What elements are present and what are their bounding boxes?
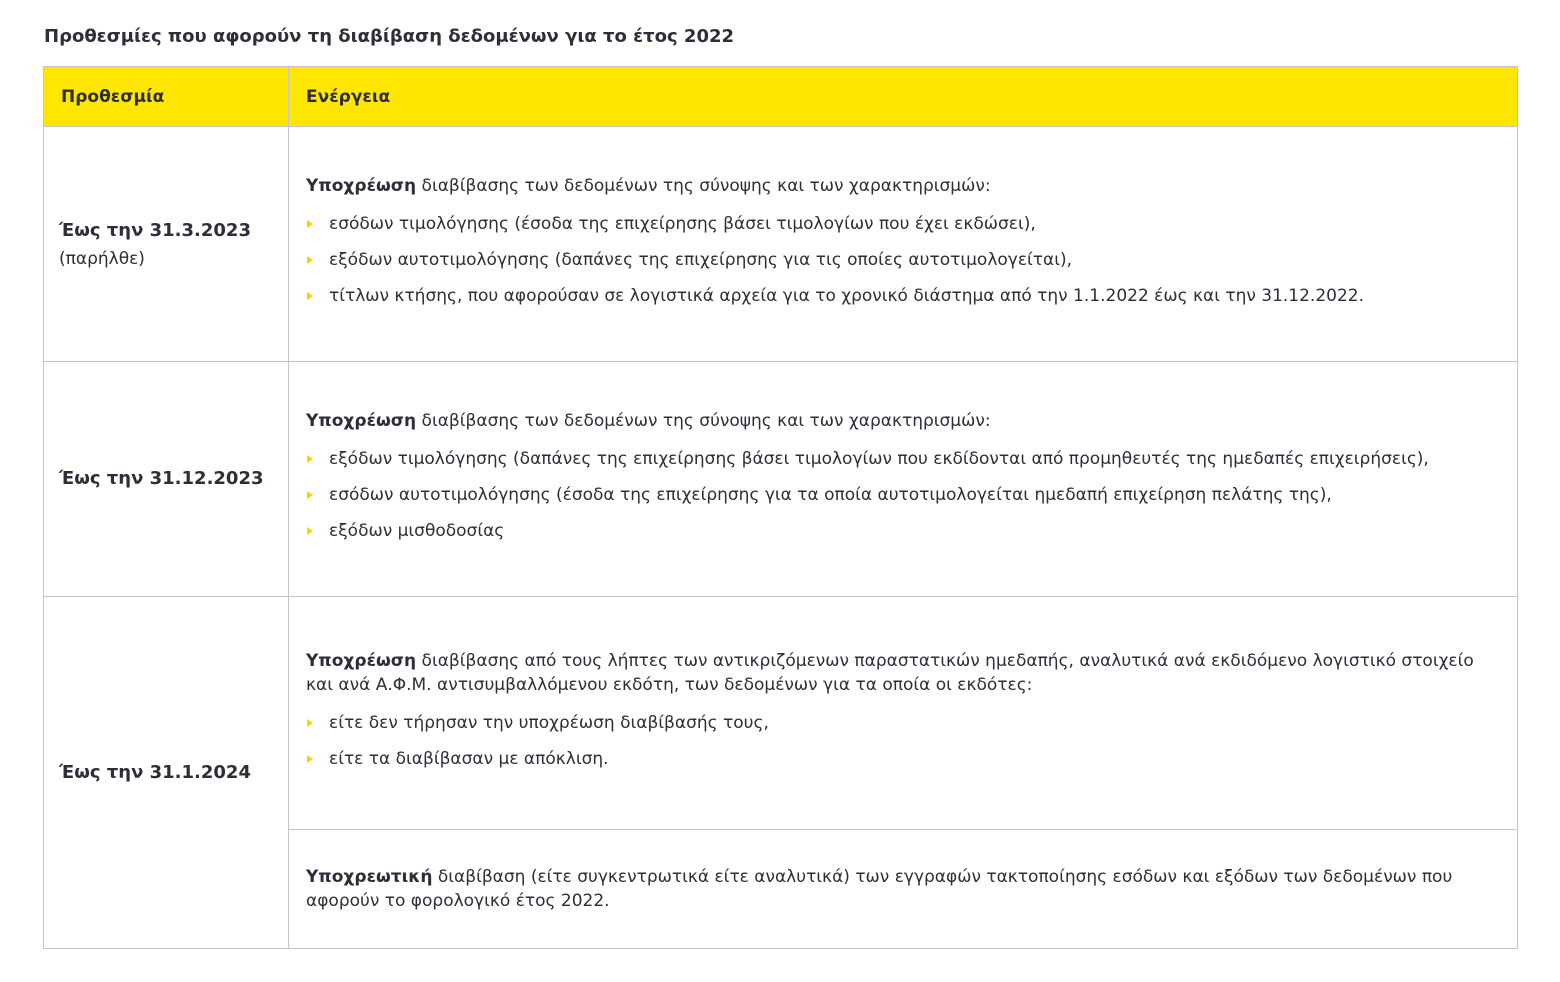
table-row: [44, 597, 1518, 830]
obligation-bold: Υποχρέωση: [306, 411, 417, 431]
action-cell: [289, 830, 1518, 949]
table-header-row: [44, 67, 1518, 127]
bullet-arrow-icon: [307, 719, 313, 727]
bullet-list: [306, 705, 1497, 777]
obligation-text: [306, 409, 1497, 433]
deadline-date: Έως την 31.12.2023: [59, 468, 264, 489]
deadlines-table: [43, 66, 1518, 949]
bullet-arrow-icon: [307, 220, 313, 228]
list-item: εξόδων μισθοδοσίας: [306, 513, 1497, 549]
list-item: είτε τα διαβίβασαν με απόκλιση.: [306, 741, 1497, 777]
table-row: [44, 127, 1518, 362]
obligation-text: [306, 174, 1497, 198]
bullet-arrow-icon: [307, 527, 313, 535]
header-deadline: Προθεσμία: [44, 67, 289, 127]
list-item: εξόδων αυτοτιμολόγησης (δαπάνες της επιχείρησης για τις οποίες αυτοτιμολογείται),: [306, 242, 1497, 278]
deadline-note: (παρήλθε): [59, 249, 145, 269]
deadline-cell: [44, 597, 289, 949]
action-cell: [289, 127, 1518, 362]
obligation-bold: Υποχρέωση: [306, 651, 417, 671]
obligation-rest: διαβίβαση (είτε συγκεντρωτικά είτε αναλυτικά) των εγγραφών τακτοποίησης εσόδων και εξόδων των δεδομένων που αφορούν το φορολογικό έτος 2022.: [306, 867, 1453, 911]
deadline-cell: [44, 362, 289, 597]
bullet-arrow-icon: [307, 292, 313, 300]
bullet-arrow-icon: [307, 455, 313, 463]
list-item: τίτλων κτήσης, που αφορούσαν σε λογιστικά αρχεία για το χρονικό διάστημα από την 1.1.2022 έως και την 31.12.2022.: [306, 278, 1497, 314]
bullet-list: [306, 206, 1497, 314]
list-item: εξόδων τιμολόγησης (δαπάνες της επιχείρησης βάσει τιμολογίων που εκδίδονται από προμηθευτές της ημεδαπές επιχειρήσεις),: [306, 441, 1497, 477]
obligation-text: [306, 649, 1497, 697]
deadline-cell: [44, 127, 289, 362]
list-item: εσόδων αυτοτιμολόγησης (έσοδα της επιχείρησης για τα οποία αυτοτιμολογείται ημεδαπή επιχείρηση πελάτης της),: [306, 477, 1497, 513]
list-item: εσόδων τιμολόγησης (έσοδα της επιχείρησης βάσει τιμολογίων που έχει εκδώσει),: [306, 206, 1497, 242]
bullet-list: [306, 441, 1497, 549]
obligation-bold: Υποχρεωτική: [306, 867, 433, 887]
page-title: Προθεσμίες που αφορούν τη διαβίβαση δεδομένων για το έτος 2022: [44, 26, 735, 47]
header-action: Ενέργεια: [289, 67, 1518, 127]
table-row: [44, 362, 1518, 597]
deadline-date: Έως την 31.1.2024: [59, 761, 251, 783]
list-item: είτε δεν τήρησαν την υποχρέωση διαβίβασής τους,: [306, 705, 1497, 741]
action-cell: [289, 362, 1518, 597]
bullet-arrow-icon: [307, 256, 313, 264]
bullet-arrow-icon: [307, 755, 313, 763]
action-cell: [289, 597, 1518, 830]
bullet-arrow-icon: [307, 491, 313, 499]
obligation-bold: Υποχρέωση: [306, 176, 417, 196]
obligation-rest: διαβίβασης των δεδομένων της σύνοψης και των χαρακτηρισμών:: [416, 176, 991, 196]
deadline-date: Έως την 31.3.2023: [59, 220, 251, 241]
obligation-rest: διαβίβασης των δεδομένων της σύνοψης και των χαρακτηρισμών:: [416, 411, 991, 431]
obligation-rest: διαβίβασης από τους λήπτες των αντικριζόμενων παραστατικών ημεδαπής, αναλυτικά ανά εκδιδόμενο λογιστικό στοιχείο και ανά Α.Φ.Μ. αντισυμβαλλόμενου εκδότη, των δεδομένων για τα οποία οι εκδότες:: [306, 651, 1474, 695]
obligation-text: [306, 865, 1497, 913]
